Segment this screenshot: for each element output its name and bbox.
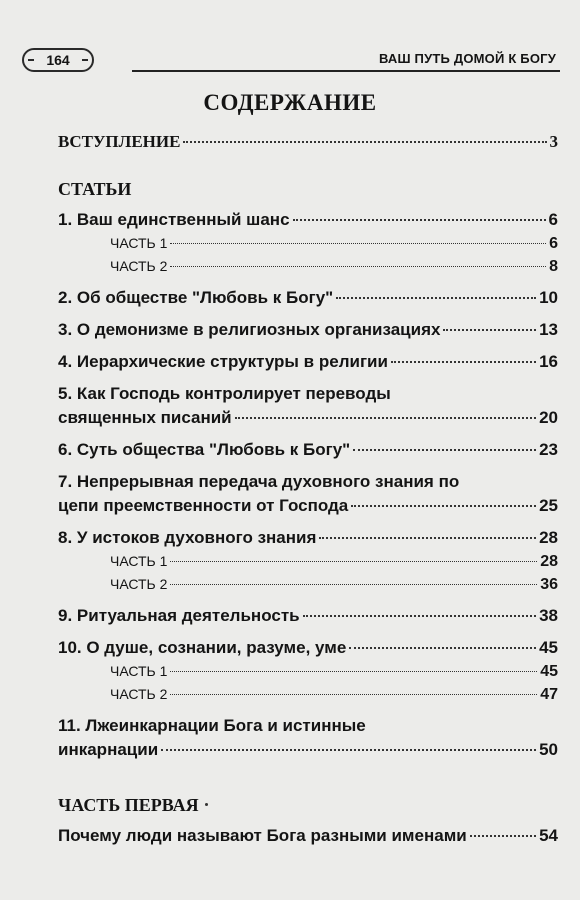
running-title: ВАШ ПУТЬ ДОМОЙ К БОГУ bbox=[378, 51, 556, 66]
toc-entry-page: 28 bbox=[540, 553, 558, 570]
toc-entry-page: 13 bbox=[539, 320, 558, 339]
leader-dots bbox=[336, 297, 536, 299]
toc-entry-article[interactable] bbox=[58, 738, 558, 762]
toc-entry-page: 3 bbox=[549, 132, 558, 151]
toc-entry-page: 8 bbox=[549, 258, 558, 275]
toc-entry-page: 45 bbox=[540, 663, 558, 680]
toc-entry-article[interactable] bbox=[58, 286, 558, 310]
leader-dots bbox=[470, 835, 536, 837]
toc-entry-label: цепи преемственности от Господа bbox=[58, 496, 349, 515]
leader-dots bbox=[443, 329, 536, 331]
toc-entry-page: 25 bbox=[539, 496, 558, 515]
leader-dots bbox=[183, 141, 546, 143]
toc-entry-page: 36 bbox=[540, 576, 558, 593]
toc-entry-part-one[interactable] bbox=[58, 824, 558, 848]
toc-entry-label: ВСТУПЛЕНИЕ bbox=[58, 132, 181, 151]
toc-entry-label: 10. О душе, сознании, разуме, уме bbox=[58, 638, 347, 657]
leader-dots bbox=[170, 561, 537, 562]
toc-entry-article[interactable] bbox=[58, 350, 558, 374]
toc-entry-first-line: 11. Лжеинкарнации Бога и истинные bbox=[58, 716, 366, 735]
toc-entry-part[interactable] bbox=[58, 573, 558, 596]
toc-entry-page: 38 bbox=[539, 606, 558, 625]
leader-dots bbox=[235, 417, 536, 419]
part-one-list bbox=[58, 824, 558, 848]
toc-entry-first-line: 7. Непрерывная передача духовного знания по bbox=[58, 472, 460, 491]
toc-entry-label: ЧАСТЬ 1 bbox=[110, 663, 168, 679]
toc-entry-part[interactable] bbox=[58, 683, 558, 706]
toc-entry-part[interactable] bbox=[58, 232, 558, 255]
toc-entry-page: 6 bbox=[548, 210, 558, 229]
toc-entry-label: 9. Ритуальная деятельность bbox=[58, 606, 300, 625]
section-heading-part-one: ЧАСТЬ ПЕРВАЯ bbox=[58, 795, 199, 815]
leader-dots bbox=[170, 694, 537, 695]
leader-dots bbox=[353, 449, 536, 451]
toc-entry-page: 16 bbox=[539, 352, 558, 371]
table-of-contents bbox=[58, 130, 558, 848]
toc-entry-label: ЧАСТЬ 2 bbox=[110, 686, 168, 702]
toc-entry-label: 1. Ваш единственный шанс bbox=[58, 210, 290, 229]
toc-entry-part[interactable] bbox=[58, 255, 558, 278]
toc-entry-page: 10 bbox=[539, 288, 558, 307]
toc-entry-label: ЧАСТЬ 2 bbox=[110, 576, 168, 592]
toc-entry-page: 20 bbox=[539, 408, 558, 427]
leader-dots bbox=[161, 749, 536, 751]
section-heading-articles: СТАТЬИ bbox=[58, 179, 132, 199]
paper-speck bbox=[205, 803, 208, 806]
toc-entry-page: 6 bbox=[549, 235, 558, 252]
toc-entry-article[interactable] bbox=[58, 604, 558, 628]
toc-entry-part[interactable] bbox=[58, 550, 558, 573]
toc-entry-part[interactable] bbox=[58, 660, 558, 683]
leader-dots bbox=[170, 584, 537, 585]
toc-entry-page: 45 bbox=[539, 638, 558, 657]
toc-entry-label: ЧАСТЬ 1 bbox=[110, 553, 168, 569]
toc-entry-article[interactable] bbox=[58, 494, 558, 518]
toc-entry-page: 54 bbox=[539, 826, 558, 845]
toc-entry-label: ЧАСТЬ 2 bbox=[110, 258, 168, 274]
toc-entry-article[interactable] bbox=[58, 526, 558, 550]
leader-dots bbox=[170, 266, 546, 267]
leader-dots bbox=[319, 537, 536, 539]
leader-dots bbox=[391, 361, 536, 363]
toc-entry-label: 2. Об обществе "Любовь к Богу" bbox=[58, 288, 334, 307]
header-rule bbox=[132, 70, 560, 72]
page-header bbox=[22, 48, 560, 76]
toc-entry-page: 47 bbox=[540, 686, 558, 703]
toc-entry-label: ЧАСТЬ 1 bbox=[110, 235, 168, 251]
page-number-badge: 164 bbox=[22, 48, 94, 72]
toc-entry-page: 28 bbox=[539, 528, 558, 547]
toc-entry-first-line: 5. Как Господь контролирует переводы bbox=[58, 384, 391, 403]
toc-entry-label: 3. О демонизме в религиозных организациях bbox=[58, 320, 441, 339]
articles-list bbox=[58, 202, 558, 762]
toc-entry-article[interactable] bbox=[58, 208, 558, 232]
toc-entry-intro[interactable] bbox=[58, 130, 558, 154]
toc-entry-label: 8. У истоков духовного знания bbox=[58, 528, 317, 547]
toc-entry-label: 6. Суть общества "Любовь к Богу" bbox=[58, 440, 351, 459]
toc-entry-article[interactable] bbox=[58, 636, 558, 660]
toc-entry-article[interactable] bbox=[58, 318, 558, 342]
toc-title: СОДЕРЖАНИЕ bbox=[203, 90, 377, 115]
toc-entry-article[interactable] bbox=[58, 406, 558, 430]
leader-dots bbox=[303, 615, 536, 617]
leader-dots bbox=[170, 671, 537, 672]
leader-dots bbox=[170, 243, 546, 244]
toc-entry-label: священных писаний bbox=[58, 408, 232, 427]
leader-dots bbox=[349, 647, 536, 649]
toc-entry-label: Почему люди называют Бога разными именами bbox=[58, 826, 467, 845]
toc-entry-label: инкарнации bbox=[58, 740, 159, 759]
toc-entry-article[interactable] bbox=[58, 438, 558, 462]
toc-entry-page: 50 bbox=[539, 740, 558, 759]
leader-dots bbox=[351, 505, 536, 507]
leader-dots bbox=[293, 219, 546, 221]
toc-entry-page: 23 bbox=[539, 440, 558, 459]
toc-entry-label: 4. Иерархические структуры в религии bbox=[58, 352, 388, 371]
